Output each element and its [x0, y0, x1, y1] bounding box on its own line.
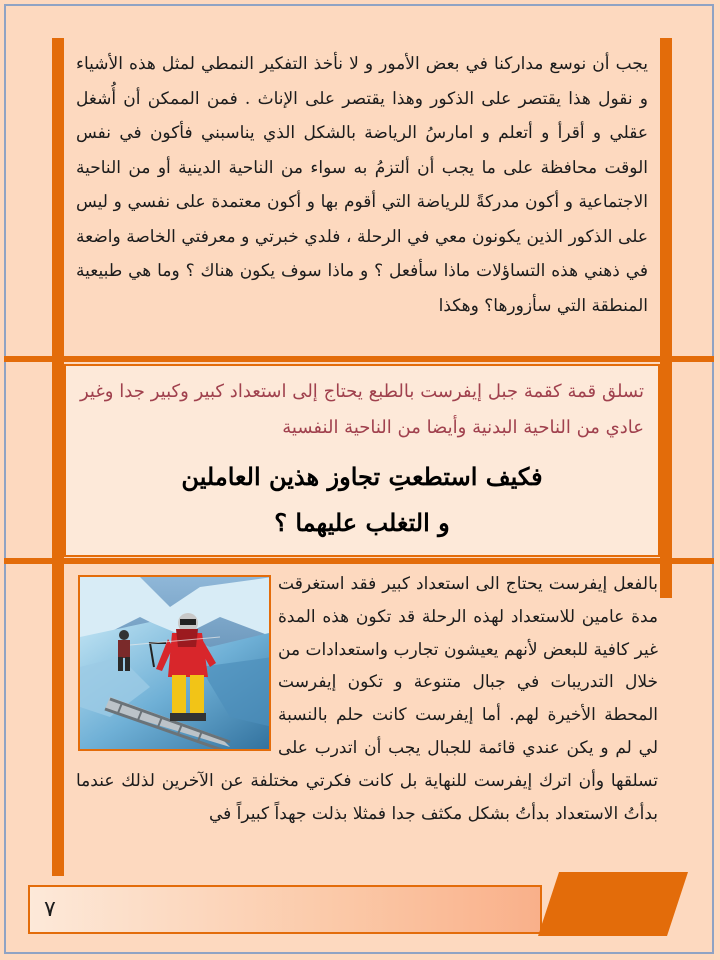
photo-wrap-space	[76, 568, 278, 750]
footer-orange-tab	[538, 872, 688, 936]
right-orange-bar	[660, 38, 672, 598]
page-number: ٧	[44, 897, 56, 922]
interview-question	[66, 454, 658, 546]
left-orange-bar	[52, 38, 64, 876]
intro-paragraph: يجب أن نوسع مداركنا في بعض الأمور و لا نأخذ التفكير النمطي لمثل هذه الأشياء و نقول هذا يقتصر على الذكور وهذا يقتصر على الإناث . فمن الممكن أن أُشغل عقلي و أقرأ و أتعلم و امارسُ الرياضة بالشكل الذي يناسبني فأكون في نفس الوقت محافظة على ما يجب أن ألتزمُ به سواء من الناحية الدينية أو من الناحية الاجتماعية و أكون مدركةً للرياضة التي أقوم بها و أكون معتمدة على نفسي و ليس على الذكور الذين يكونون معي في الرحلة ، فلدي خبرتي و معرفتي الخاصة واضعة في ذهني هذه التساؤلات ماذا سأفعل ؟ و ماذا سوف يكون هناك ؟ وما هي طبيعية المنطقة التي سأزورها؟ وهكذا	[76, 54, 648, 316]
story-paragraph: بالفعل إيفرست يحتاج الى استعداد كبير فقد استغرقت مدة عامين للاستعداد لهذه الرحلة قد تكون هذه المدة غير كافية للبعض لأنهم يعيشون تجارب واستعدادات من خلال التدريبات في جبال متنوعة و تكون إيفرست المحطة الأخيرة لهم. أما إيفرست كانت حلم بالنسبة لي لم و يكن عندي قائمة للجبال يجب أن اتدرب على تسلقها وأن اترك إيفرست للنهاية بل كانت فكرتي مختلفة عن الآخرين لذلك عندما بدأتُ الاستعداد بدأتُ بشكل مكثف جدا فمثلا بذلت جهداً كبيراً في	[76, 574, 658, 824]
footer-bar	[28, 885, 542, 934]
question-line-2: و التغلب عليهما ؟	[274, 508, 450, 537]
bottom-divider-bar	[4, 558, 714, 564]
story-text-block	[76, 568, 658, 830]
interviewer-statement: تسلق قمة كقمة جبل إيفرست بالطبع يحتاج إلى استعداد كبير وكبير جدا وغير عادي من الناحية البدنية وأيضا من الناحية النفسية	[80, 381, 644, 438]
top-divider-bar	[4, 356, 714, 362]
question-line-1: فكيف استطعتِ تجاوز هذين العاملين	[181, 462, 543, 491]
question-box	[64, 364, 660, 557]
